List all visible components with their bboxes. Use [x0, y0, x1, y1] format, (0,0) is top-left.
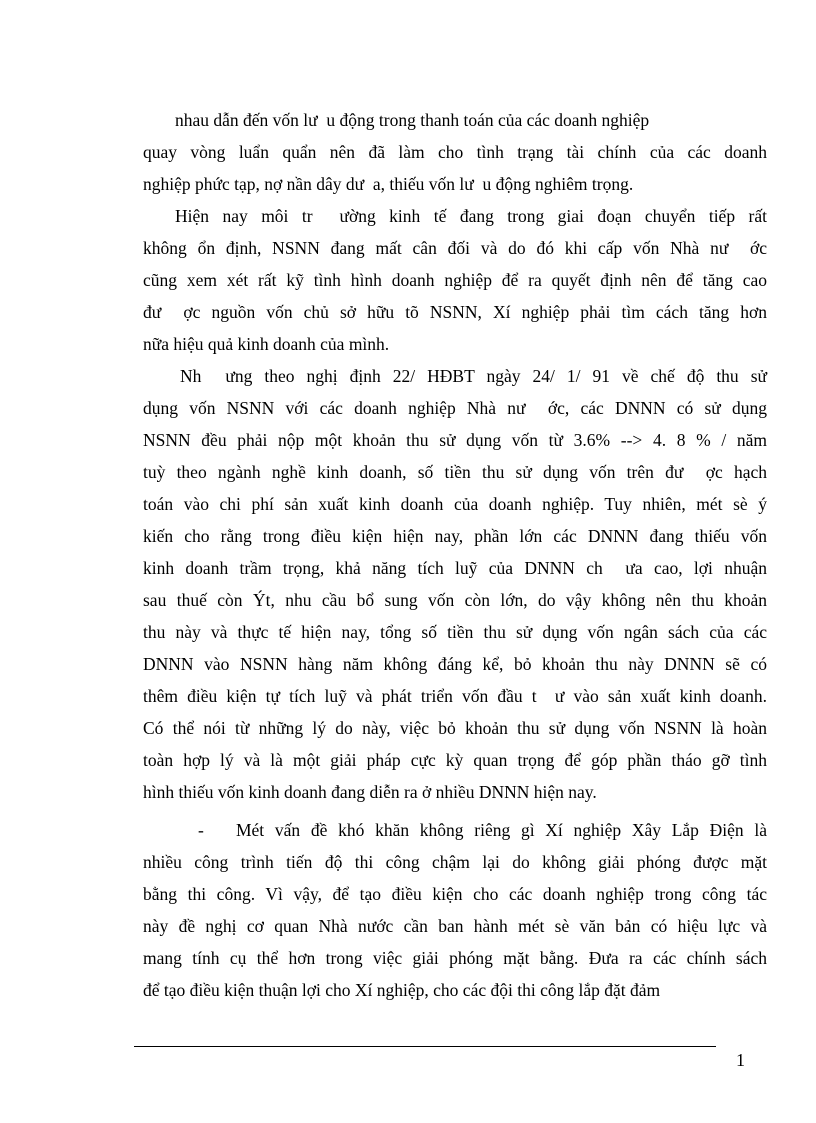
paragraph-line: cũng xem xét rất kỹ tình hình doanh nghiệp để ra quyết định nên để tăng cao — [143, 270, 767, 290]
paragraph-line: đư ợc nguồn vốn chủ sở hữu tõ NSNN, Xí nghiệp phải tìm cách tăng hơn — [143, 302, 767, 322]
paragraph-line: để tạo điều kiện thuận lợi cho Xí nghiệp, cho các đội thi công lắp đặt đảm — [143, 980, 661, 1000]
paragraph-line: toàn hợp lý và là một giải pháp cực kỳ quan trọng để góp phần tháo gỡ tình — [143, 750, 767, 770]
paragraph-line: bằng thi công. Vì vậy, để tạo điều kiện cho các doanh nghiệp trong công tác — [143, 884, 767, 904]
paragraph-line: kiến cho rằng trong điều kiện hiện nay, phần lớn các DNNN đang thiếu vốn — [143, 526, 767, 546]
paragraph-line: nhau dẫn đến vốn lư u động trong thanh toán của các doanh nghiệp — [175, 110, 650, 130]
paragraph-line: Hiện nay môi tr ường kinh tế đang trong giai đoạn chuyển tiếp rất — [175, 206, 767, 226]
paragraph-line: quay vòng luẩn quẩn nên đã làm cho tình trạng tài chính của các doanh — [143, 142, 767, 162]
paragraph-line: dụng vốn NSNN với các doanh nghiệp Nhà nư ớc, các DNNN có sử dụng — [143, 398, 767, 418]
paragraph-line: Nh ưng theo nghị định 22/ HĐBT ngày 24/ 1/ 91 về chế độ thu sử — [180, 366, 767, 386]
paragraph-line: thêm điều kiện tự tích luỹ và phát triển vốn đầu t ư vào sản xuất kinh doanh. — [143, 686, 767, 706]
paragraph-line: - Mét vấn đề khó khăn không riêng gì Xí nghiệp Xây Lắp Điện là — [198, 820, 767, 840]
paragraph-line: này đề nghị cơ quan Nhà nước cần ban hành mét sè văn bản có hiệu lực và — [143, 916, 767, 936]
page-number: 1 — [736, 1050, 745, 1070]
paragraph-line: sau thuế còn Ýt, nhu cầu bổ sung vốn còn lớn, do vậy không nên thu khoản — [143, 590, 767, 610]
paragraph-line: nghiệp phức tạp, nợ nần dây dư a, thiếu vốn lư u động nghiêm trọng. — [143, 174, 634, 194]
footer-divider — [134, 1046, 716, 1047]
paragraph-line: nhiều công trình tiến độ thi công chậm lại do không giải phóng được mặt — [143, 852, 767, 872]
paragraph-line: kinh doanh trầm trọng, khả năng tích luỹ của DNNN ch ưa cao, lợi nhuận — [143, 558, 767, 578]
paragraph-line: mang tính cụ thể hơn trong việc giải phóng mặt bằng. Đưa ra các chính sách — [143, 948, 767, 968]
paragraph-line: hình thiếu vốn kinh doanh đang diễn ra ở nhiều DNNN hiện nay. — [143, 782, 597, 802]
paragraph-line: toán vào chi phí sản xuất kinh doanh của doanh nghiệp. Tuy nhiên, mét sè ý — [143, 494, 767, 514]
paragraph-line: thu này và thực tế hiện nay, tổng số tiền thu sử dụng vốn ngân sách của các — [143, 622, 767, 642]
paragraph-line: tuỳ theo ngành nghề kinh doanh, số tiền thu sử dụng vốn trên đư ợc hạch — [143, 462, 767, 482]
paragraph-line: DNNN vào NSNN hàng năm không đáng kể, bỏ khoản thu này DNNN sẽ có — [143, 654, 767, 674]
paragraph-line: NSNN đều phải nộp một khoản thu sử dụng vốn từ 3.6% --> 4. 8 % / năm — [143, 430, 767, 450]
paragraph-line: nữa hiệu quả kinh doanh của mình. — [143, 334, 390, 354]
paragraph-line: Có thể nói từ những lý do này, việc bỏ khoản thu sử dụng vốn NSNN là hoàn — [143, 718, 767, 738]
paragraph-line: không ổn định, NSNN đang mất cân đối và do đó khi cấp vốn Nhà nư ớc — [143, 238, 767, 258]
